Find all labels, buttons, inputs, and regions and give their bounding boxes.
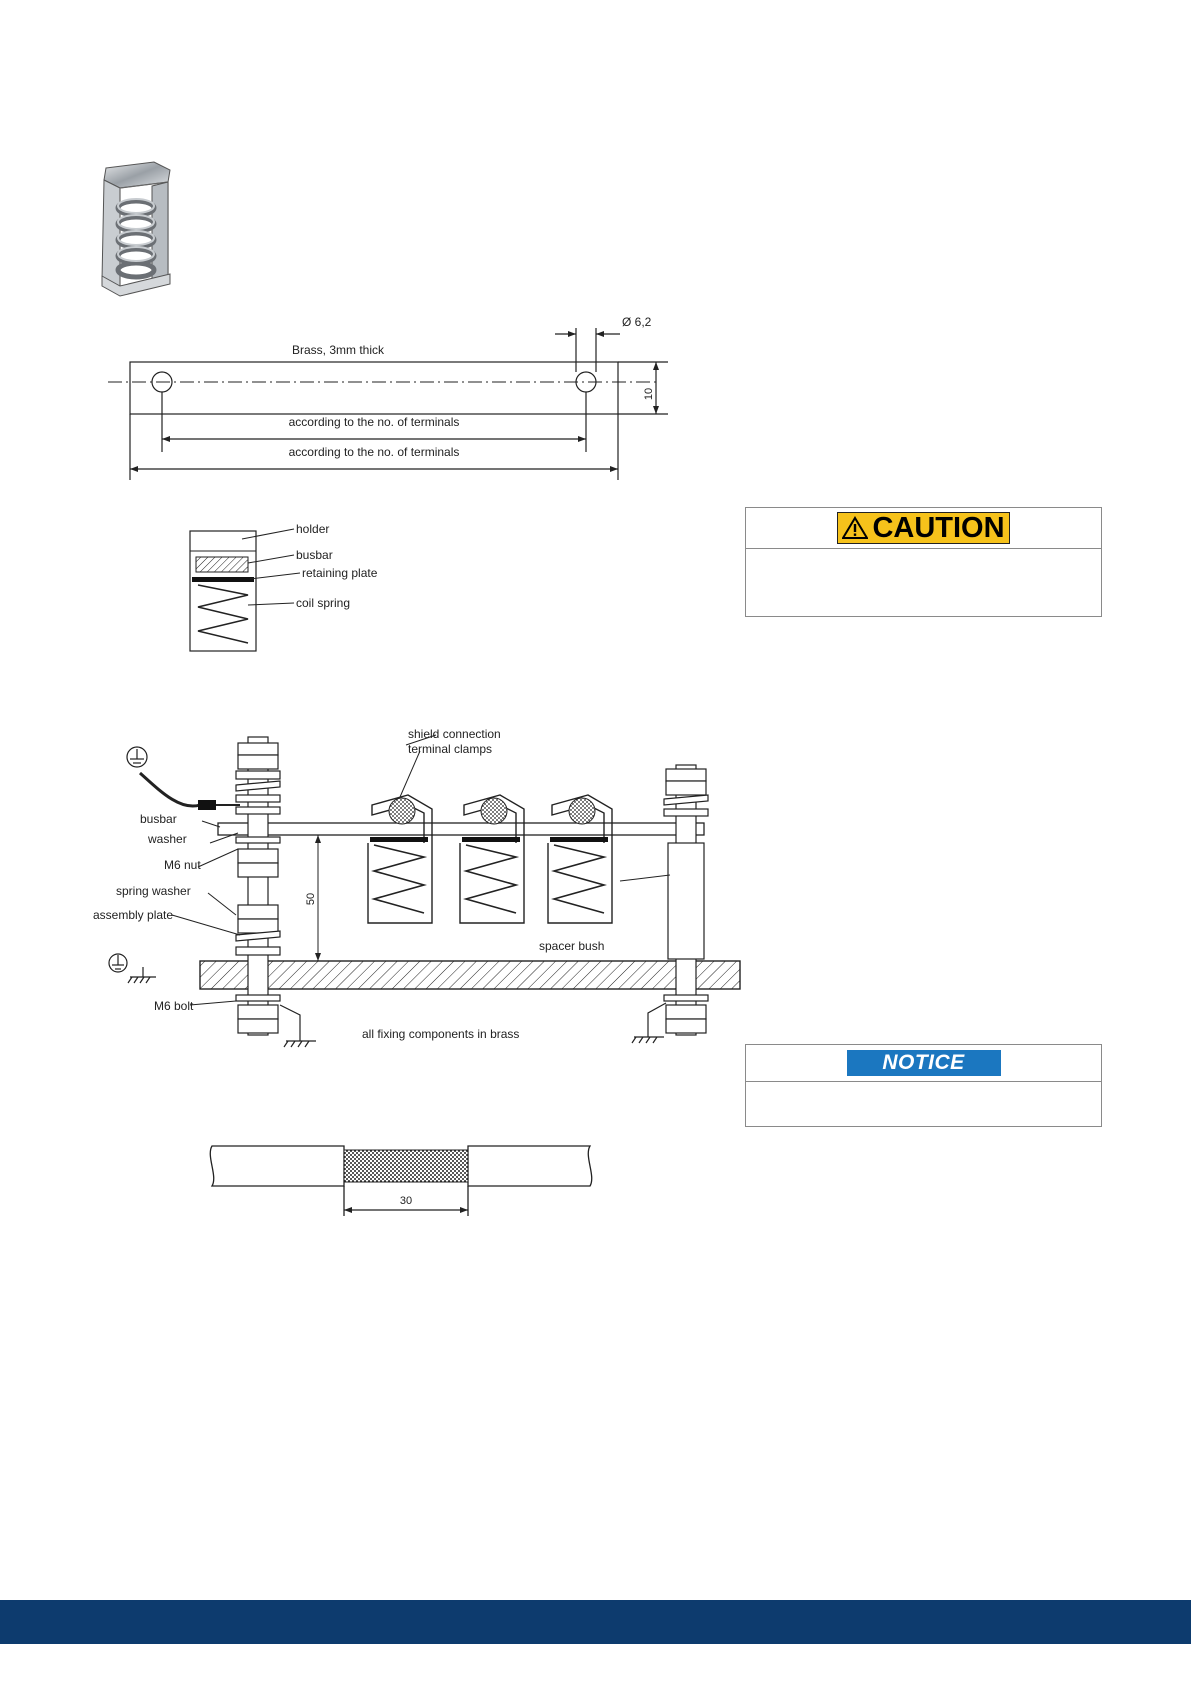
caution-box [745,507,1102,617]
exposed-shield-braid [344,1150,468,1182]
caution-badge [837,512,1009,544]
busbar-outline [130,362,618,414]
retaining-plate-label: retaining plate [302,566,378,580]
ground-cable [140,773,200,806]
fixing-note-label: all fixing components in brass [362,1027,520,1041]
shield-connection-label: shield connection [408,727,501,741]
m6-bolt-label: M6 bolt [154,999,194,1013]
assembly-busbar-label: busbar [140,812,177,826]
inner-length-label: according to the no. of terminals [288,415,460,429]
footer-band [0,1600,1191,1644]
terminal-clamps-label: terminal clamps [408,742,493,756]
outer-length-label: according to the no. of terminals [288,445,460,459]
hole-diameter-label: Ø 6,2 [622,315,652,329]
assembly-drawing [90,725,750,1055]
assembly-busbar [218,823,704,835]
coil-spring-label: coil spring [296,596,351,610]
cable-strip-drawing [200,1140,600,1220]
retaining-plate [192,577,254,582]
ground-symbol-top-icon [127,747,147,767]
m6-nut-label: M6 nut [164,858,201,872]
busbar-section [196,557,248,572]
spacer-bush-label: spacer bush [539,939,605,953]
terminal-clamp-1 [368,795,432,923]
busbar-material-label: Brass, 3mm thick [292,343,385,357]
assembly-plate-label: assembly plate [93,908,174,922]
assembly-height-label: 50 [305,892,317,906]
terminal-clamp-2 [460,795,524,923]
shield-clamp-photo-icon [84,158,184,298]
spring-washer-label: spring washer [116,884,191,898]
ground-symbol-bottom-icon [280,1005,316,1047]
washer-label: washer [148,832,187,846]
busbar-height-label: 10 [643,387,655,401]
busbar-label: busbar [296,548,333,562]
strip-length-label: 30 [399,1195,413,1207]
spacer-bush [668,843,704,959]
ground-symbol-right-icon [632,1003,666,1043]
right-bolt-stack [664,765,708,1035]
caution-header [746,508,1101,549]
cable-lug [198,800,216,810]
clamp-photo [84,158,184,298]
notice-badge: NOTICE [847,1050,1001,1076]
cable-jacket-left [210,1146,344,1186]
assembly-plate [200,961,740,989]
holder-label: holder [296,522,330,536]
notice-header [746,1045,1101,1082]
cable-jacket-right [468,1146,592,1186]
coil-spring [198,585,248,643]
ground-symbol-plate-icon [109,954,156,983]
warning-triangle-icon [842,516,868,540]
holder-outline [190,531,256,651]
caution-text: CAUTION [872,512,1005,544]
left-bolt-stack [236,737,280,1035]
busbar-dimension-drawing [100,310,680,480]
terminal-clamp-3 [548,795,612,923]
clamp-section-drawing [186,515,406,655]
notice-box [745,1044,1102,1127]
